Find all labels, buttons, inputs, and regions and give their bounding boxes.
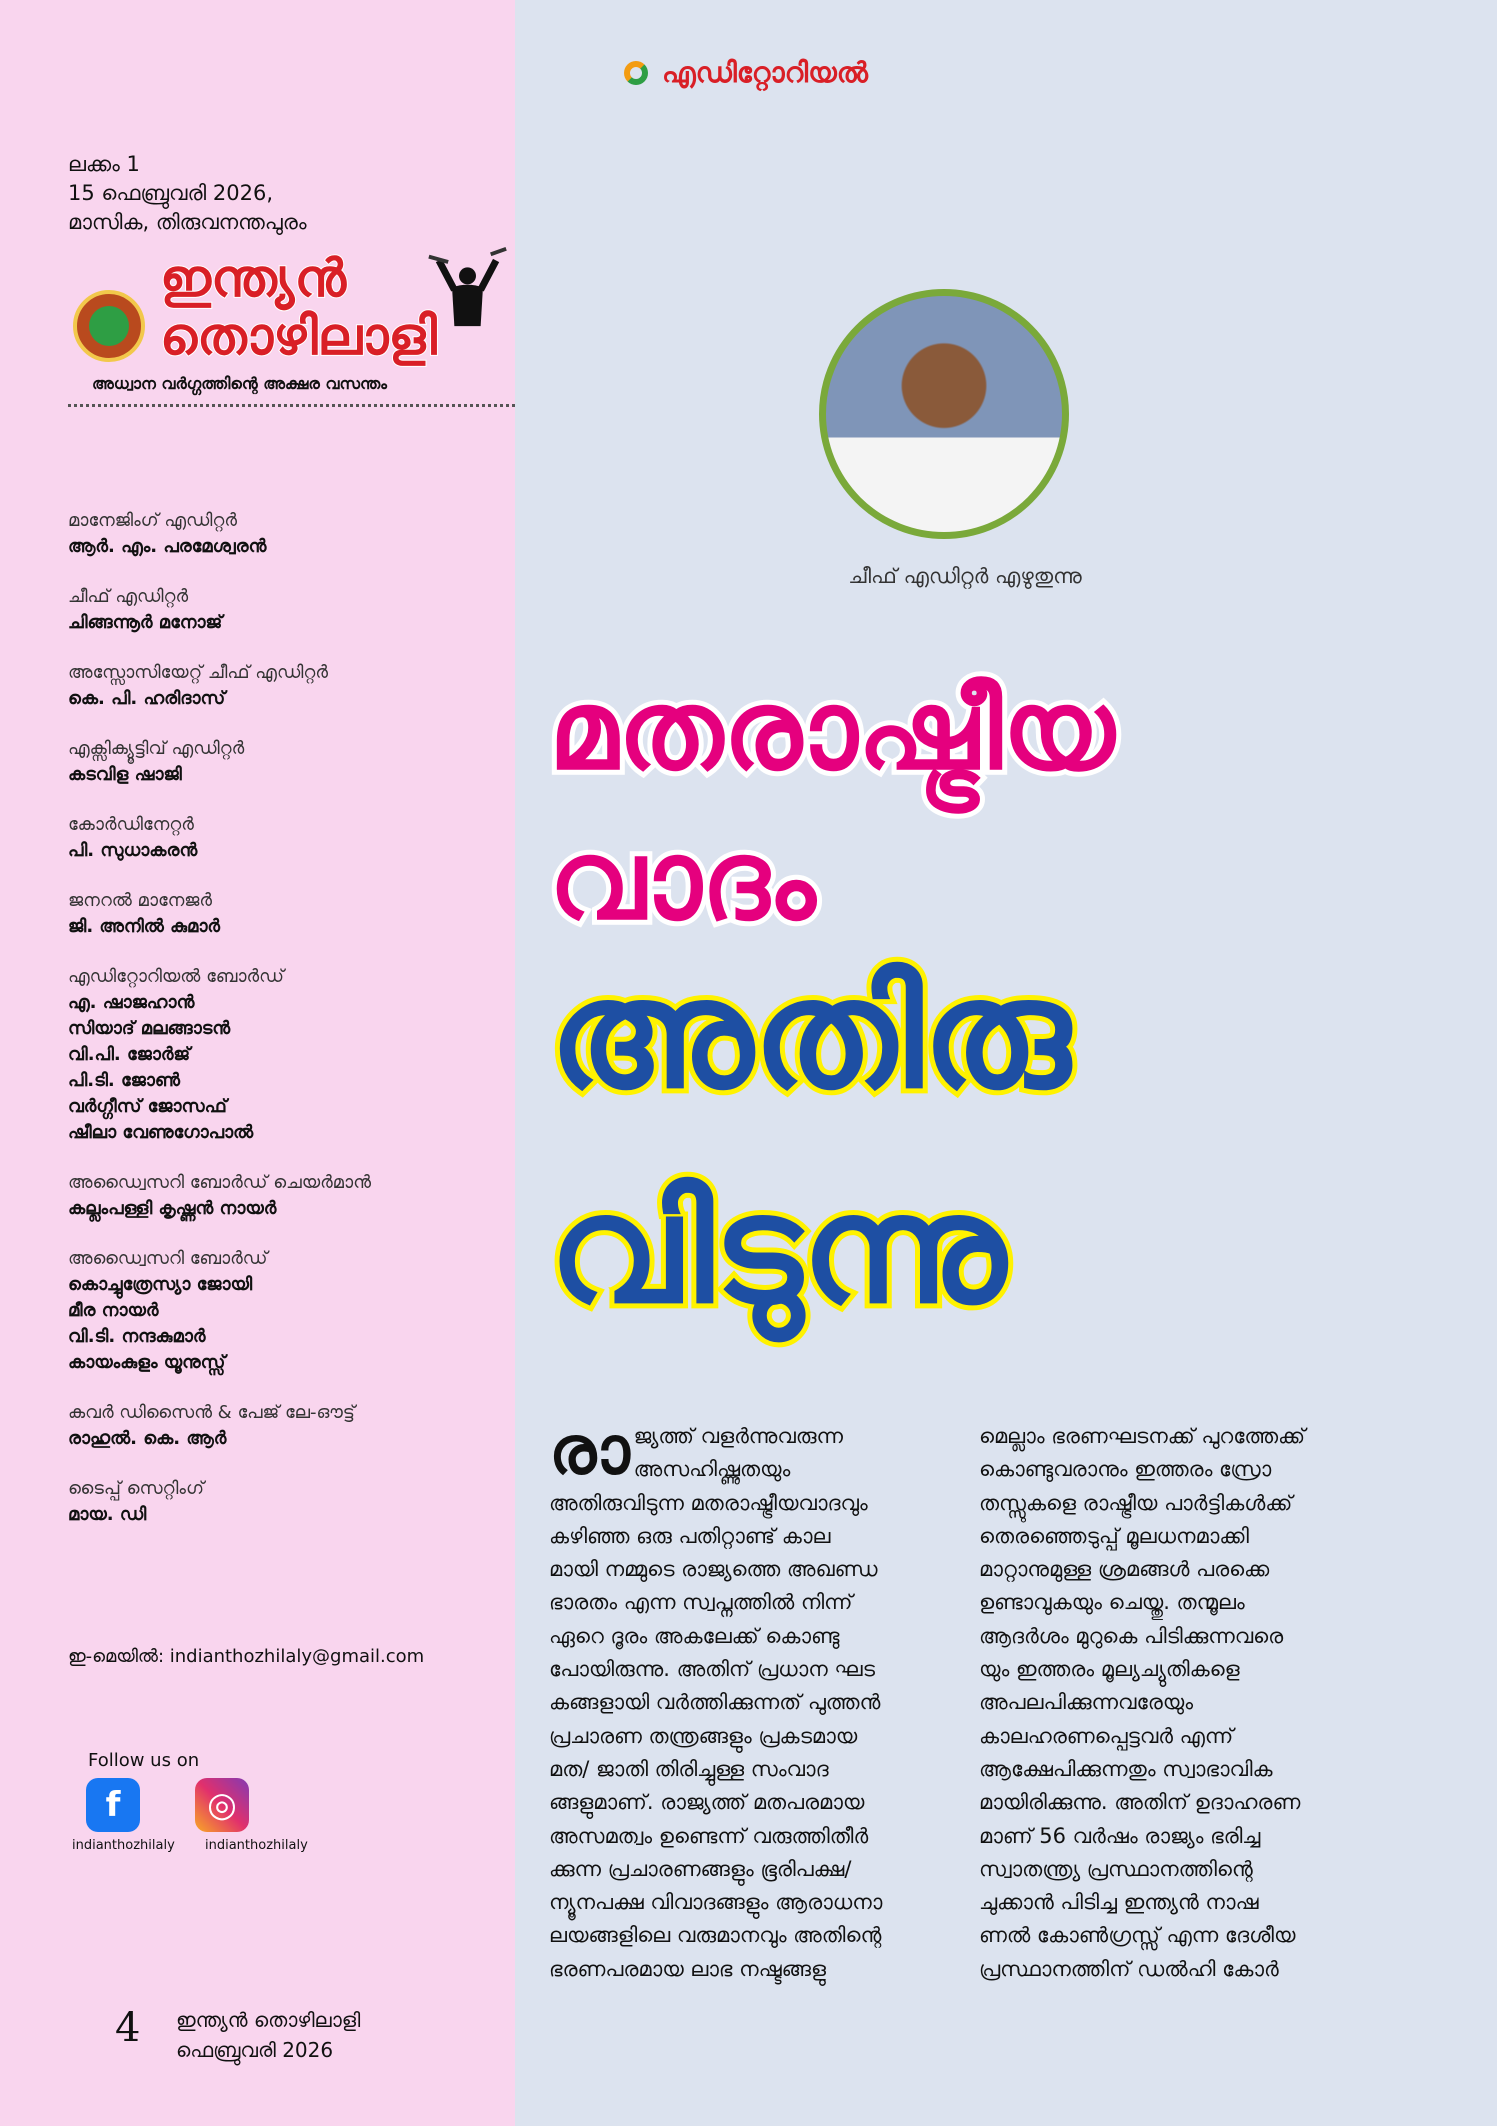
article-line: ക്കുന്ന പ്രചാരണങ്ങളും ഭൂരിപക്ഷ/ bbox=[549, 1856, 852, 1881]
divider bbox=[68, 404, 515, 407]
footer-date: ഫെബ്രുവരി 2026 bbox=[176, 2038, 334, 2062]
headline-line-2: വാദം bbox=[549, 816, 816, 944]
article-line: പോയിരുന്നു. അതിന് പ്രധാന ഘട bbox=[549, 1657, 875, 1682]
article-line: ഭാരതം എന്ന സ്വപ്നത്തിൽ നിന്ന് bbox=[549, 1590, 853, 1615]
article-line: ണൽ കോൺഗ്രസ്സ് എന്ന ദേശീയ bbox=[979, 1923, 1296, 1948]
staff-group bbox=[68, 964, 371, 1146]
instagram-icon[interactable]: ◎ bbox=[195, 1778, 249, 1832]
article-line: ഏറെ ദൂരം അകലേക്ക് കൊണ്ടു bbox=[549, 1623, 840, 1648]
article-line: ജ്യത്ത് വളർന്നുവരുന്ന bbox=[633, 1424, 843, 1448]
staff-name: ജി. അനിൽ കുമാർ bbox=[68, 916, 221, 937]
article-line: ന്യൂനപക്ഷ വിവാദങ്ങളും ആരാധനാ bbox=[549, 1890, 883, 1915]
article-line: ആദർശം മുറുകെ പിടിക്കുന്നവരെ bbox=[979, 1623, 1284, 1648]
section-title: എഡിറ്റോറിയൽ bbox=[662, 56, 868, 89]
article-line: അതിരുവിടുന്ന മതരാഷ്ട്രീയവാദവും bbox=[549, 1490, 868, 1515]
chief-editor-photo bbox=[819, 289, 1069, 539]
article-line: ങ്ങളുമാണ്. രാജ്യത്ത് മതപരമായ bbox=[549, 1790, 865, 1815]
article-line: കങ്ങളായി വർത്തിക്കുന്നത് പുത്തൻ bbox=[549, 1690, 881, 1715]
instagram-handle[interactable]: indianthozhilaly bbox=[205, 1838, 308, 1853]
issue-place: മാസിക, തിരുവനന്തപുരം bbox=[68, 210, 307, 234]
issue-info bbox=[68, 150, 307, 237]
staff-role: കവർ ഡിസൈൻ & പേജ് ലേ-ഔട്ട് bbox=[68, 1402, 355, 1423]
staff-name: ആർ. എം. പരമേശ്വരൻ bbox=[68, 536, 267, 557]
section-header bbox=[624, 56, 868, 90]
article-line: മത/ ജാതി തിരിച്ചുള്ള സംവാദ bbox=[549, 1756, 829, 1781]
staff-name: വർഗ്ഗീസ് ജോസഫ് bbox=[68, 1096, 227, 1117]
staff-name: കെ. പി. ഹരിദാസ് bbox=[68, 688, 226, 709]
article-line: യും ഇത്തരം മൂല്യച്യുതികളെ bbox=[979, 1657, 1240, 1682]
staff-name: കടവിള ഷാജി bbox=[68, 764, 182, 785]
staff-group bbox=[68, 812, 371, 864]
section-ring-icon bbox=[624, 61, 648, 85]
headline-line-3: അതിരു bbox=[549, 948, 1071, 1122]
article-line: ലയങ്ങളിലെ വരുമാനവും അതിന്റെ bbox=[549, 1923, 882, 1948]
logo-line-1: ഇന്ത്യൻ bbox=[160, 249, 347, 309]
staff-role: ജനറൽ മാനേജർ bbox=[68, 890, 213, 911]
staff-name: കൊച്ചുത്രേസ്യാ ജോയി bbox=[68, 1274, 253, 1295]
article-line: കാലഹരണപ്പെട്ടവർ എന്ന് bbox=[979, 1723, 1234, 1748]
issue-date: 15 ഫെബ്രുവരി 2026, bbox=[68, 181, 274, 205]
article-line: സ്വാതന്ത്ര്യ പ്രസ്ഥാനത്തിന്റെ bbox=[979, 1856, 1253, 1881]
article-line: മായി നമ്മുടെ രാജ്യത്തെ അഖണ്ഡ bbox=[549, 1557, 878, 1582]
staff-name: പി.ടി. ജോൺ bbox=[68, 1070, 181, 1091]
article-line: ഉണ്ടാവുകയും ചെയ്തു. തന്മൂലം bbox=[979, 1590, 1245, 1615]
staff-group bbox=[68, 888, 371, 940]
worker-silhouette-icon bbox=[425, 245, 510, 330]
article-line: പ്രചാരണ തന്ത്രങ്ങളും പ്രകടമായ bbox=[549, 1723, 858, 1748]
staff-role: കോർഡിനേറ്റർ bbox=[68, 814, 194, 835]
article-column-2 bbox=[979, 1420, 1384, 1986]
email-contact[interactable]: ഇ-മെയിൽ: indianthozhilaly@gmail.com bbox=[68, 1646, 425, 1667]
article-line: മാണ് 56 വർഷം രാജ്യം ഭരിച്ച bbox=[979, 1823, 1261, 1848]
article-line: ആക്ഷേപിക്കുന്നതും സ്വാഭാവിക bbox=[979, 1756, 1273, 1781]
staff-group bbox=[68, 1476, 371, 1528]
staff-role: ടൈപ്പ് സെറ്റിംഗ് bbox=[68, 1478, 204, 1499]
staff-group bbox=[68, 660, 371, 712]
staff-name: വി.പി. ജോർജ് bbox=[68, 1044, 191, 1065]
article-line: ചുക്കാൻ പിടിച്ച ഇന്ത്യൻ നാഷ bbox=[979, 1890, 1259, 1915]
staff-group bbox=[68, 1170, 371, 1222]
staff-name: സിയാദ് മലങ്ങാടൻ bbox=[68, 1018, 231, 1039]
article-line: അപലപിക്കുന്നവരേയും bbox=[979, 1690, 1193, 1715]
article-line: അസഹിഷ്ണുതയും bbox=[633, 1457, 791, 1482]
magazine-logo bbox=[160, 250, 437, 366]
photo-caption: ചീഫ് എഡിറ്റർ എഴുതുന്നു bbox=[848, 564, 1082, 588]
page-number: 4 bbox=[115, 2005, 141, 2051]
article-line: മാറ്റാനുമുള്ള ശ്രമങ്ങൾ പരക്കെ bbox=[979, 1557, 1270, 1582]
footer-info bbox=[176, 2005, 360, 2065]
staff-name: ചിങ്ങന്നൂർ മനോജ് bbox=[68, 612, 223, 633]
article-line: പ്രസ്ഥാനത്തിന് ഡൽഹി കോർ bbox=[979, 1956, 1279, 1981]
staff-group bbox=[68, 736, 371, 788]
staff-name: കായംകുളം യൂനുസ്സ് bbox=[68, 1352, 226, 1373]
article-line: മായിരിക്കുന്നു. അതിന് ഉദാഹരണ bbox=[979, 1790, 1301, 1815]
staff-name: ഷീലാ വേണുഗോപാൽ bbox=[68, 1122, 254, 1143]
facebook-icon[interactable]: f bbox=[86, 1778, 140, 1832]
staff-group bbox=[68, 1400, 371, 1452]
staff-name: വി.ടി. നന്ദകുമാർ bbox=[68, 1326, 206, 1347]
staff-name: മീര നായർ bbox=[68, 1300, 159, 1321]
staff-role: മാനേജിംഗ് എഡിറ്റർ bbox=[68, 510, 237, 531]
logo-tagline: അധ്വാന വർഗ്ഗത്തിന്റെ അക്ഷര വസന്തം bbox=[92, 374, 387, 393]
article-line: തസ്സുകളെ രാഷ്ട്രീയ പാർട്ടികൾക്ക് bbox=[979, 1490, 1293, 1515]
facebook-handle[interactable]: indianthozhilaly bbox=[72, 1838, 175, 1853]
follow-label: Follow us on bbox=[88, 1750, 200, 1771]
staff-role: അഡ്വൈസറി ബോർഡ് ചെയർമാൻ bbox=[68, 1172, 371, 1193]
logo-line-2: തൊഴിലാളി bbox=[160, 307, 437, 367]
staff-name: പി. സുധാകരൻ bbox=[68, 840, 198, 861]
staff-name: കല്ലംപള്ളി കൃഷ്ണൻ നായർ bbox=[68, 1198, 277, 1219]
article-column-1 bbox=[549, 1412, 954, 1986]
staff-role: എഡിറ്റോറിയൽ ബോർഡ് bbox=[68, 966, 284, 987]
staff-name: മായ. ഡി bbox=[68, 1504, 147, 1525]
footer-magazine: ഇന്ത്യൻ തൊഴിലാളി bbox=[176, 2008, 361, 2032]
staff-list bbox=[68, 508, 371, 1552]
article-line: കൊണ്ടുവരാനും ഇത്തരം സ്രോ bbox=[979, 1457, 1272, 1482]
staff-role: ചീഫ് എഡിറ്റർ bbox=[68, 586, 189, 607]
staff-group bbox=[68, 584, 371, 636]
article-line: തെരഞ്ഞെടുപ്പ് മൂലധനമാക്കി bbox=[979, 1523, 1249, 1548]
headline-line-4: വിടുന്നു bbox=[549, 1163, 1006, 1337]
drop-cap: രാ bbox=[549, 1412, 630, 1489]
staff-group bbox=[68, 1246, 371, 1376]
staff-role: അഡ്വൈസറി ബോർഡ് bbox=[68, 1248, 268, 1269]
staff-name: രാഹുൽ. കെ. ആർ bbox=[68, 1428, 227, 1449]
article-line: ഭരണപരമായ ലാഭ നഷ്ടങ്ങളു bbox=[549, 1956, 826, 1981]
issue-number: ലക്കം 1 bbox=[68, 152, 140, 176]
article-line: മെല്ലാം ഭരണഘടനക്ക് പുറത്തേക്ക് bbox=[979, 1424, 1306, 1448]
staff-role: എക്സിക്യൂട്ടിവ് എഡിറ്റർ bbox=[68, 738, 245, 759]
intuc-badge-logo bbox=[73, 290, 145, 362]
article-line: കഴിഞ്ഞ ഒരു പതിറ്റാണ്ട് കാല bbox=[549, 1523, 831, 1548]
staff-group bbox=[68, 508, 371, 560]
staff-role: അസ്സോസിയേറ്റ് ചീഫ് എഡിറ്റർ bbox=[68, 662, 328, 683]
headline-line-1: മതരാഷ്ട്രീയ bbox=[549, 666, 1115, 794]
article-line: അസമത്വം ഉണ്ടെന്ന് വരുത്തിതീർ bbox=[549, 1823, 869, 1848]
staff-name: എ. ഷാജഹാൻ bbox=[68, 992, 195, 1013]
